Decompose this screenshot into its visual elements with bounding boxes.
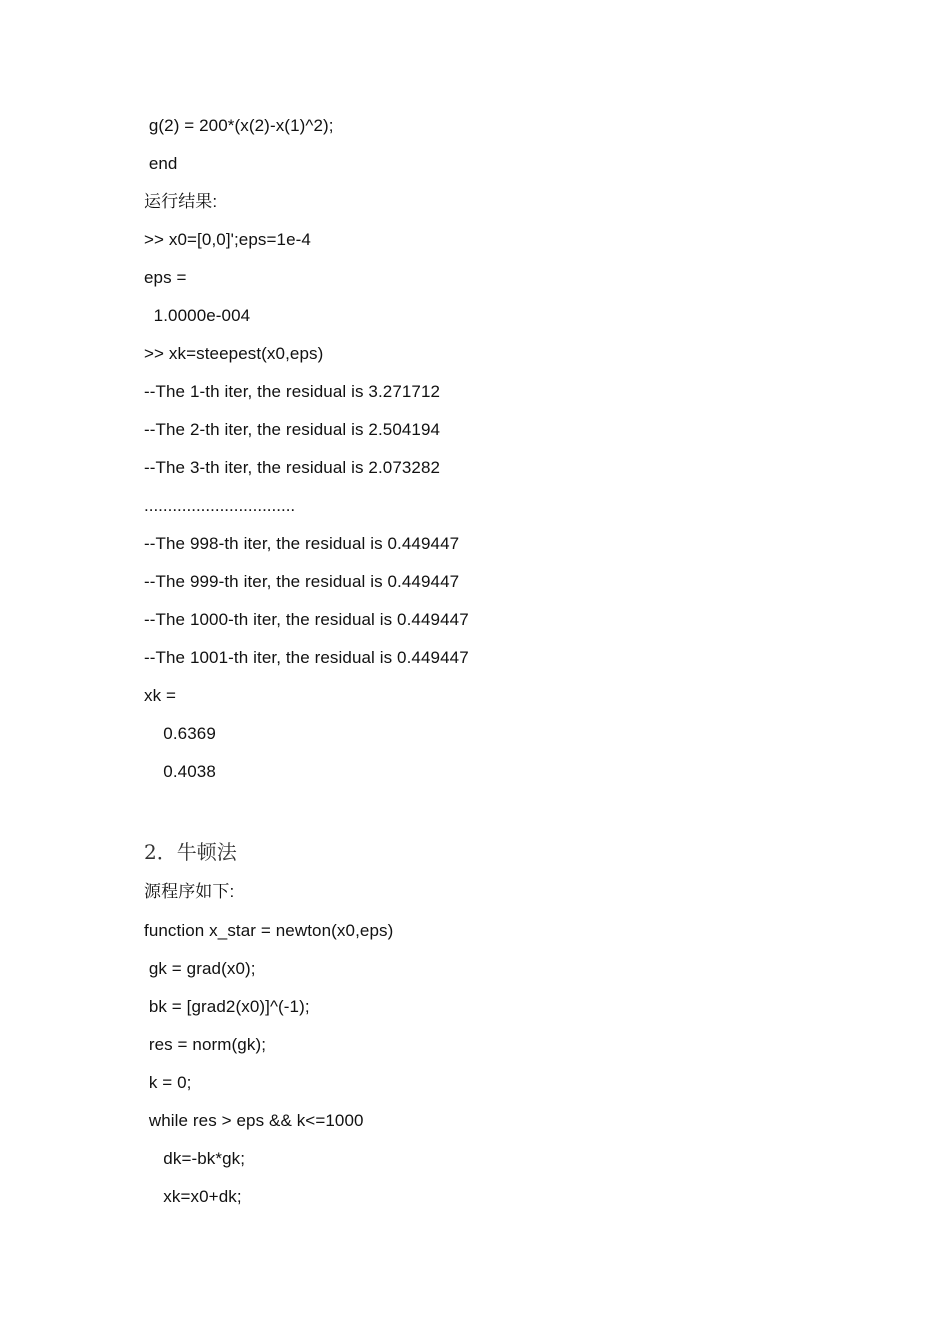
output-line: 0.6369 [144,724,216,743]
output-line: xk = [144,686,177,705]
code-line: bk = [grad2(x0)]^(-1); [144,997,310,1016]
section-heading: 2．牛顿法 [144,840,237,864]
code-line: gk = grad(x0); [144,959,256,978]
result-label: 运行结果: [144,192,218,211]
output-line: --The 2-th iter, the residual is 2.504194 [144,420,441,439]
code-line: k = 0; [144,1073,192,1092]
code-line: g(2) = 200*(x(2)-x(1)^2); [144,116,334,135]
code-line: xk=x0+dk; [144,1187,242,1206]
code-line: dk=-bk*gk; [144,1149,246,1168]
output-line: --The 3-th iter, the residual is 2.073282 [144,458,441,477]
output-line: >> x0=[0,0]';eps=1e-4 [144,230,311,249]
ellipsis-line: ................................ [144,496,296,515]
code-line: end [144,154,178,173]
output-line: --The 1-th iter, the residual is 3.271712 [144,382,441,401]
output-line: eps = [144,268,187,287]
output-line: --The 1000-th iter, the residual is 0.449447 [144,610,469,629]
code-line: while res > eps && k<=1000 [144,1111,364,1130]
code-line: res = norm(gk); [144,1035,267,1054]
source-label: 源程序如下: [144,882,235,901]
output-line: --The 998-th iter, the residual is 0.449447 [144,534,460,553]
output-line: 0.4038 [144,762,216,781]
output-line: --The 999-th iter, the residual is 0.449447 [144,572,460,591]
code-line: function x_star = newton(x0,eps) [144,921,394,940]
output-line: --The 1001-th iter, the residual is 0.449447 [144,648,469,667]
output-line: 1.0000e-004 [144,306,251,325]
output-line: >> xk=steepest(x0,eps) [144,344,324,363]
